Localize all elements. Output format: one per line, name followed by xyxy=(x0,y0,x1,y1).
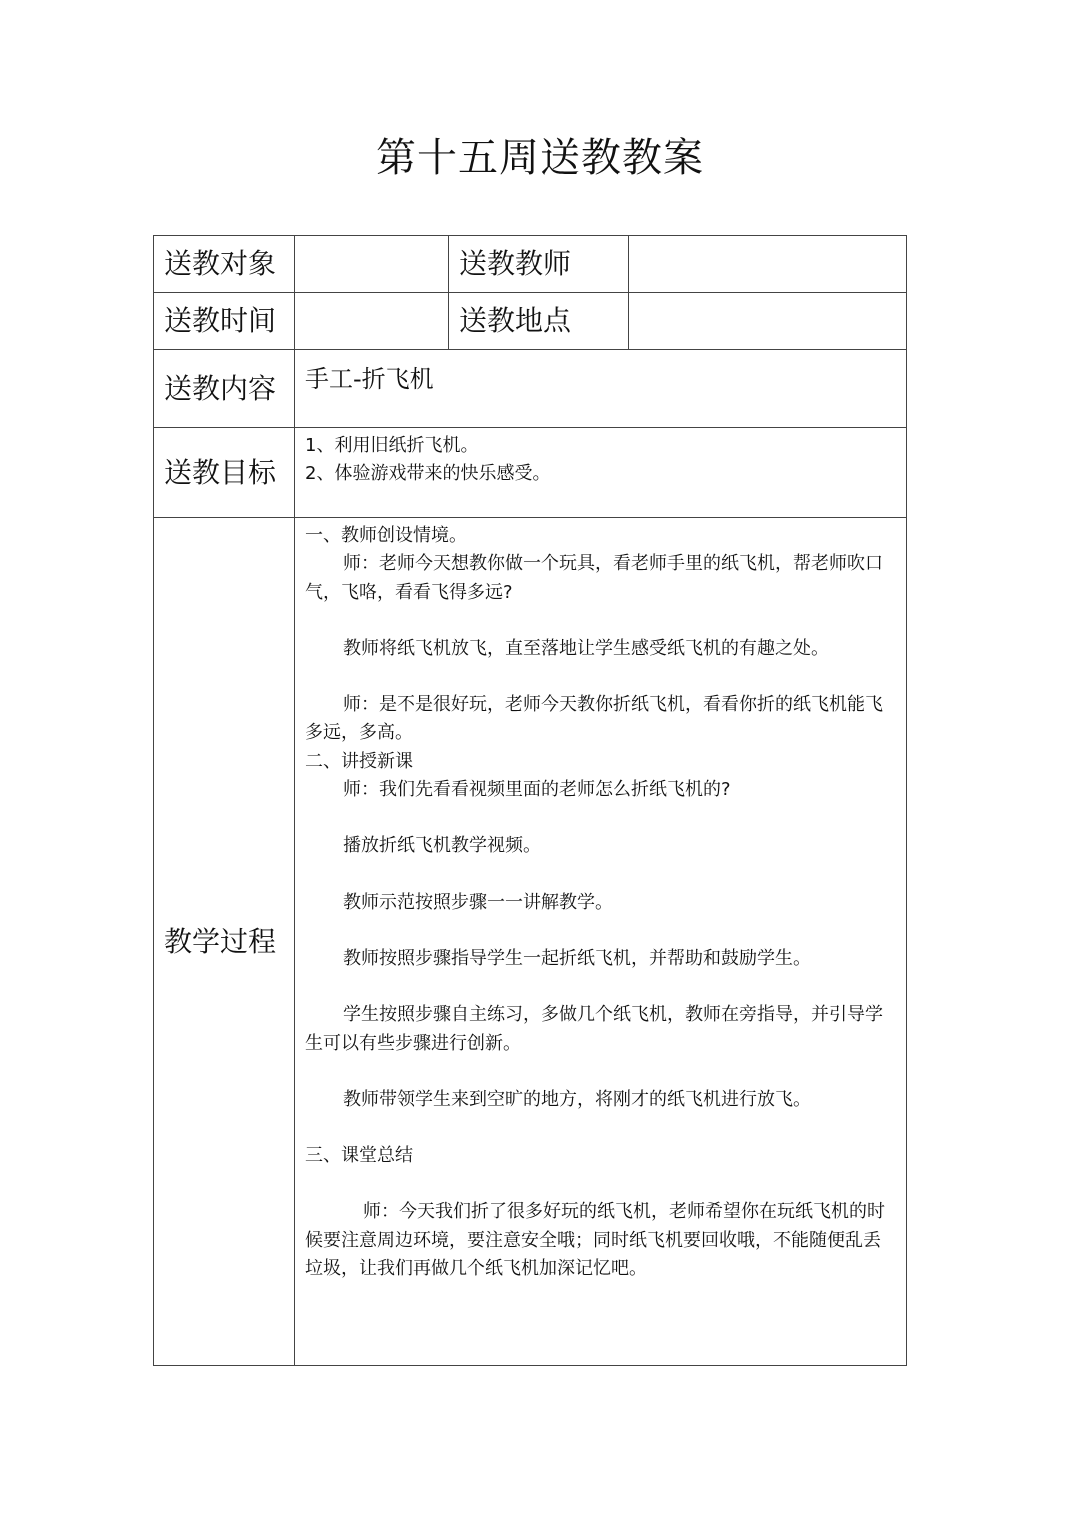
target-label: 送教对象 xyxy=(154,236,295,293)
target-value xyxy=(295,236,449,293)
place-label: 送教地点 xyxy=(449,293,629,350)
section-heading: 一、教师创设情境。 xyxy=(305,525,467,546)
table-row xyxy=(154,428,907,518)
goal-list xyxy=(295,428,907,518)
paragraph: 教师将纸飞机放飞，直至落地让学生感受纸飞机的有趣之处。 xyxy=(343,637,829,659)
table-row xyxy=(154,293,907,350)
lesson-plan-table xyxy=(153,235,907,1366)
content-value: 手工-折飞机 xyxy=(295,350,907,428)
section-heading: 二、讲授新课 xyxy=(305,750,413,772)
goal-item: 2、体验游戏带来的快乐感受。 xyxy=(305,463,551,484)
paragraph: 师：是不是很好玩，老师今天教你折纸飞机，看看你折的纸飞机能飞多远，多高。 xyxy=(305,694,883,744)
time-value xyxy=(295,293,449,350)
time-label: 送教时间 xyxy=(154,293,295,350)
paragraph: 教师按照步骤指导学生一起折纸飞机，并帮助和鼓励学生。 xyxy=(343,947,811,969)
place-value xyxy=(629,293,907,350)
paragraph: 师：我们先看看视频里面的老师怎么折纸飞机的? xyxy=(343,779,731,801)
teacher-label: 送教教师 xyxy=(449,236,629,293)
table-row xyxy=(154,518,907,1366)
content-label: 送教内容 xyxy=(154,350,295,428)
paragraph: 教师带领学生来到空旷的地方，将刚才的纸飞机进行放飞。 xyxy=(343,1088,811,1110)
paragraph: 学生按照步骤自主练习，多做几个纸飞机，教师在旁指导，并引导学生可以有些步骤进行创新。 xyxy=(305,1004,883,1054)
paragraph: 师：老师今天想教你做一个玩具，看老师手里的纸飞机，帮老师吹口气，飞咯，看看飞得多远? xyxy=(305,553,883,603)
paragraph: 教师示范按照步骤一一讲解教学。 xyxy=(343,891,613,913)
paragraph: 师：今天我们折了很多好玩的纸飞机，老师希望你在玩纸飞机的时候要注意周边环境，要注意安全哦；同时纸飞机要回收哦，不能随便乱丢垃圾，让我们再做几个纸飞机加深记忆吧。 xyxy=(305,1201,885,1280)
goal-label: 送教目标 xyxy=(154,428,295,518)
section-heading: 三、课堂总结 xyxy=(305,1145,413,1167)
teacher-value xyxy=(629,236,907,293)
paragraph: 播放折纸飞机教学视频。 xyxy=(343,835,541,857)
document-title: 第十五周送教教案 xyxy=(376,135,704,181)
goal-item: 1、利用旧纸折飞机。 xyxy=(305,435,479,456)
process-content xyxy=(295,518,907,1366)
table-row xyxy=(154,350,907,428)
process-label: 教学过程 xyxy=(154,518,295,1366)
table-row xyxy=(154,236,907,293)
